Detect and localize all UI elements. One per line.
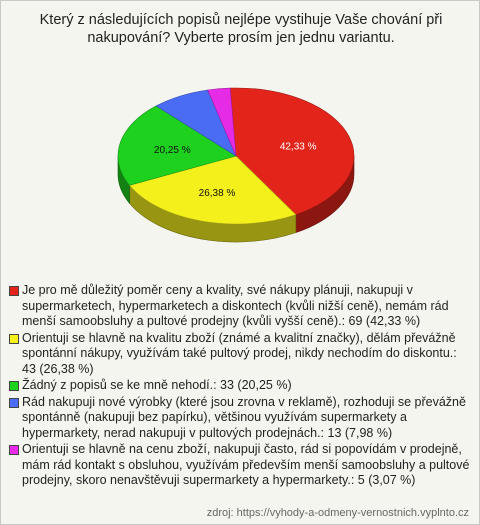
legend-item-5 (9, 442, 473, 489)
legend-swatch (9, 398, 19, 408)
data-label-3: 20,25 % (153, 144, 191, 156)
data-label-1: 42,33 % (279, 141, 317, 153)
legend-label: Orientuji se hlavně na cenu zboží, nakupuji často, rád si popovídám v prodejně, mám rád kontakt s obsluhou, využívám především menší samoobsluhy a pultové prodejny, skoro nenavštěvuji supermarkety a hypermarkety.: 5 (3,07 %) (22, 442, 470, 487)
legend-item-1 (9, 283, 473, 330)
legend-label: Žádný z popisů se ke mně nehodí.: 33 (20,25 %) (22, 378, 292, 392)
legend-swatch (9, 381, 19, 391)
legend-item-4 (9, 395, 473, 442)
legend-label: Orientuji se hlavně na kvalitu zboží (známé a kvalitní značky), dělám převážně spontánní nákupy, využívám také pultový prodej, nikdy nechodím do diskontu.: 43 (26,38 %) (22, 330, 457, 376)
source-note: zdroj: https://vyhody-a-odmeny-vernostnich.vyplnto.cz (206, 507, 469, 519)
legend (9, 283, 473, 490)
legend-item-3 (9, 378, 473, 394)
legend-label: Je pro mě důležitý poměr ceny a kvality, své nákupy plánuji, nakupuji v supermarketech, hypermarketech a diskontech (kvůli nižší ceně), nemám rád menší samoobsluhy a pultové prodejny (kvůli vyšší ceně).: 69 (42,33 %) (22, 283, 449, 328)
legend-label: Rád nakupuji nové výrobky (které jsou zrovna v reklamě), rozhoduji se převážně spontánně (nakupuji bez papírku), většinou využívám supermarkety a hypermarkety, nerad nakupuji v pultových prodejnách.: 13 (7,98 %) (22, 394, 466, 440)
pie-chart (1, 61, 480, 276)
legend-swatch (9, 334, 19, 344)
legend-item-2 (9, 331, 473, 378)
chart-title: Který z následujících popisů nejlépe vystihuje Vaše chování při nakupování? Vyberte prosím jen jednu variantu. (39, 12, 443, 46)
legend-swatch (9, 286, 19, 296)
legend-swatch (9, 445, 19, 455)
data-label-2: 26,38 % (198, 187, 236, 199)
